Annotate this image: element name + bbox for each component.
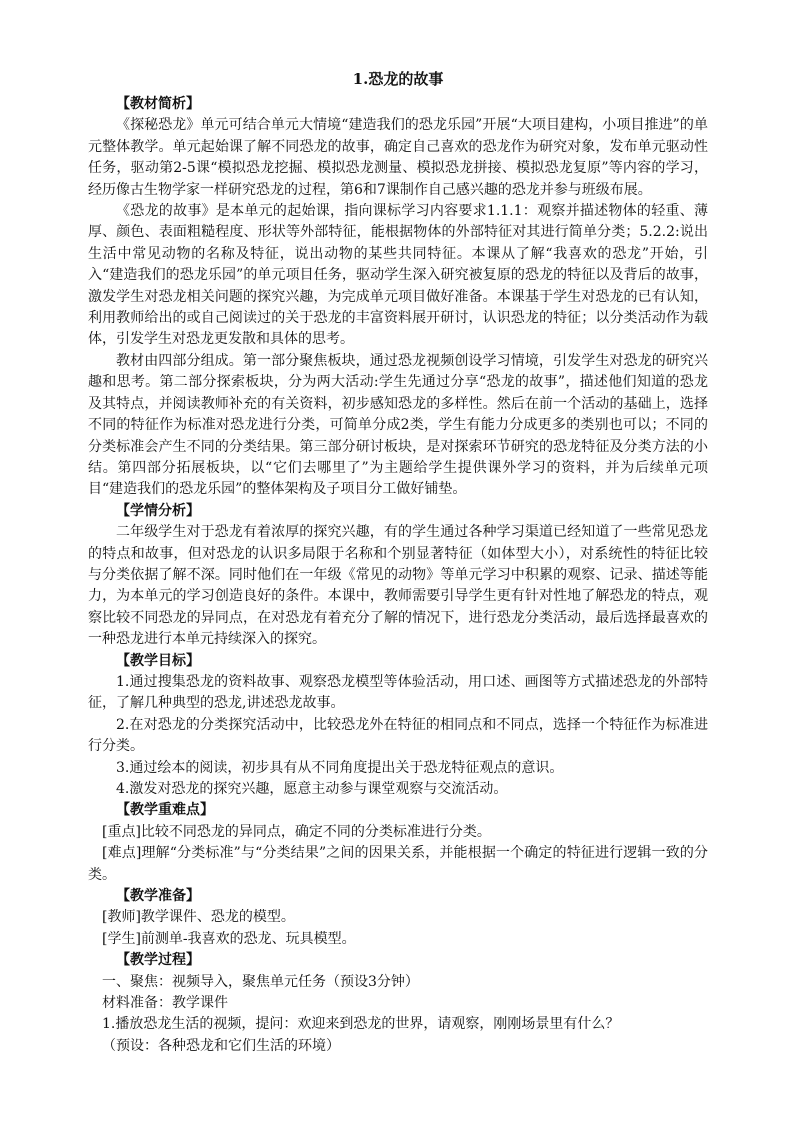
heading-key-points: 【教学重难点】: [116, 802, 214, 819]
goal-item: 3.通过绘本的阅读，初步具有从不同角度提出关于恐龙特征观点的意识。: [116, 759, 564, 776]
paragraph: 二年级学生对于恐龙有着浓厚的探究兴趣，有的学生通过各种学习渠道已经知道了一些常见恐龙的特点和故事，但对恐龙的认识多局限于名称和个别显著特征（如体型大小），对系统性的特征比较与分类依据了解不深。同时他们在一年级《常见的动物》等单元学习中积累的观察、记录、描述等能力，为本单元的学习创造良好的条件。本课中，教师需要引导学生更有针对性地了解恐龙的特点，观察比较不同恐龙的异同点，在对恐龙有着充分了解的情况下，进行恐龙分类活动，最后选择最喜欢的一种恐龙进行本单元持续深入的探究。: [88, 524, 708, 648]
heading-textbook-analysis: 【教材简析】: [116, 96, 200, 112]
process-step: 一、聚焦：视频导入，聚焦单元任务（预设3分钟）: [102, 973, 419, 990]
prep-item: [学生]前测单-我喜欢的恐龙、玩具模型。: [102, 930, 356, 947]
paragraph: 教材由四部分组成。第一部分聚焦板块，通过恐龙视频创设学习情境，引发学生对恐龙的研究兴趣和思考。第二部分探索板块，分为两大活动:学生先通过分享“恐龙的故事”，描述他们知道的恐龙及其特点，并阅读教师补充的有关资料，初步感知恐龙的多样性。然后在前一个活动的基础上，选择不同的特征作为标准对恐龙进行分类，可简单分成2类，学生有能力分成更多的类别也可以；不同的分类标准会产生不同的分类结果。第三部分研讨板块，是对探索环节研究的恐龙特征及分类方法的小结。第四部分拓展板块，以“它们去哪里了”为主题给学生提供课外学习的资料，并为后续单元项目“建造我们的恐龙乐园”的整体架构及子项目分工做好铺垫。: [88, 352, 708, 498]
heading-teaching-process: 【教学过程】: [116, 952, 200, 969]
process-materials: 材料准备：教学课件: [102, 995, 228, 1012]
heading-teaching-goals: 【教学目标】: [116, 652, 200, 669]
goal-item: 1.通过搜集恐龙的资料故事、观察恐龙模型等体验活动，用口述、画图等方式描述恐龙的外部特征，了解几种典型的恐龙,讲述恐龙故事。: [88, 673, 708, 712]
prep-item: [教师]教学课件、恐龙的模型。: [102, 909, 295, 926]
paragraph: 《恐龙的故事》是本单元的起始课，指向课标学习内容要求1.1.1：观察并描述物体的轻重、薄厚、颜色、表面粗糙程度、形状等外部特征，能根据物体的外部特征对其进行简单分类；5.2.2:说出生活中常见动物的名称及特征，说出动物的某些共同特征。本课从了解“我喜欢的恐龙”开始，引入“建造我们的恐龙乐园”的单元项目任务，驱动学生深入研究被复原的恐龙的特征以及背后的故事，激发学生对恐龙相关问题的探究兴趣，为完成单元项目做好准备。本课基于学生对恐龙的已有认知，利用教师给出的或自己阅读过的关于恐龙的丰富资料展开研讨，认识恐龙的特征；以分类活动作为载体，引发学生对恐龙更发散和具体的思考。: [88, 203, 708, 348]
heading-teaching-prep: 【教学准备】: [116, 888, 200, 905]
process-expected-answer: （预设：各种恐龙和它们生活的环境）: [102, 1037, 340, 1054]
goal-item: 4.激发对恐龙的探究兴趣，愿意主动参与课堂观察与交流活动。: [116, 781, 508, 797]
key-point-item: [重点]比较不同恐龙的异同点，确定不同的分类标准进行分类。: [102, 823, 491, 840]
heading-learner-analysis: 【学情分析】: [116, 502, 200, 519]
difficult-point-item: [难点]理解“分类标准”与“分类结果”之间的因果关系，并能根据一个确定的特征进行逻辑一致的分类。: [88, 845, 708, 883]
document-body: [88, 68, 708, 1057]
goal-item: 2.在对恐龙的分类探究活动中，比较恐龙外在特征的相同点和不同点，选择一个特征作为标准进行分类。: [88, 716, 708, 755]
paragraph: 《探秘恐龙》单元可结合单元大情境“建造我们的恐龙乐园”开展“大项目建构，小项目推进”的单元整体教学。单元起始课了解不同恐龙的故事，确定自己喜欢的恐龙作为研究对象，发布单元驱动性任务，驱动第2-5课“模拟恐龙挖掘、模拟恐龙测量、模拟恐龙拼接、模拟恐龙复原”等内容的学习，经历像古生物学家一样研究恐龙的过程，第6和7课制作自己感兴趣的恐龙并参与班级布展。: [88, 117, 708, 198]
document-title: 1.恐龙的故事: [352, 70, 444, 88]
process-step: 1.播放恐龙生活的视频，提问：欢迎来到恐龙的世界，请观察，刚刚场景里有什么？: [102, 1016, 620, 1033]
